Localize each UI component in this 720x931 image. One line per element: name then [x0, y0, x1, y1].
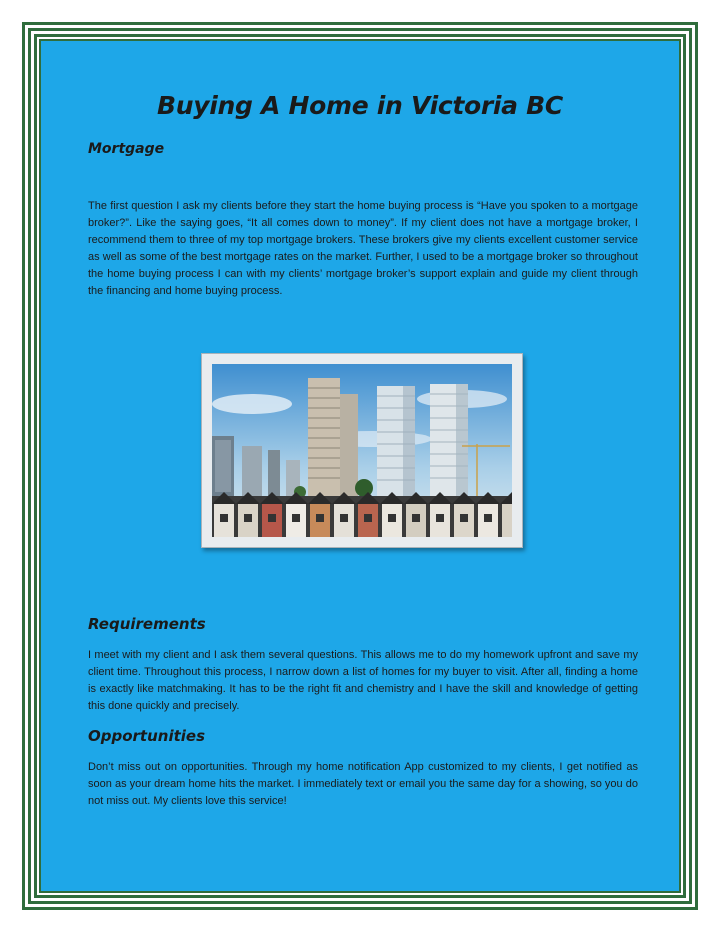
city-skyline-image	[212, 364, 512, 537]
document-page	[28, 28, 692, 904]
mortgage-heading: Mortgage	[88, 141, 165, 157]
mortgage-paragraph: The first question I ask my clients before they start the home buying process is “Have you spoken to a mortgage broker?”. Like the saying goes, “It all comes down to money”. If my client does not have a mortgage broker, I recommend them to three of my top mortgage brokers. These brokers give my clients excellent customer service as well as some of the best mortgage rates on the market. Further, I used to be a mortgage broker so throughout the home buying process I can with my clients’ mortgage broker’s support explain and guide my client through the financing and home buying process.	[88, 200, 638, 298]
opportunities-paragraph: Don’t miss out on opportunities. Through my home notification App customized to my clients, I get notified as soon as your dream home hits the market. I immediately text or email you the same day for a showing, so you do not miss out. My clients love this service!	[88, 761, 638, 808]
opportunities-heading: Opportunities	[88, 727, 206, 745]
city-photo	[201, 353, 523, 548]
requirements-paragraph: I meet with my client and I ask them several questions. This allows me to do my homework upfront and save my client time. Throughout this process, I narrow down a list of homes for my buyer to visit. After all, finding a home is exactly like matchmaking. It has to be the right fit and chemistry and I have the skill and knowledge of getting this done quickly and precisely.	[88, 649, 638, 713]
requirements-heading: Requirements	[88, 615, 206, 633]
page-title: Buying A Home in Victoria BC	[157, 91, 563, 120]
